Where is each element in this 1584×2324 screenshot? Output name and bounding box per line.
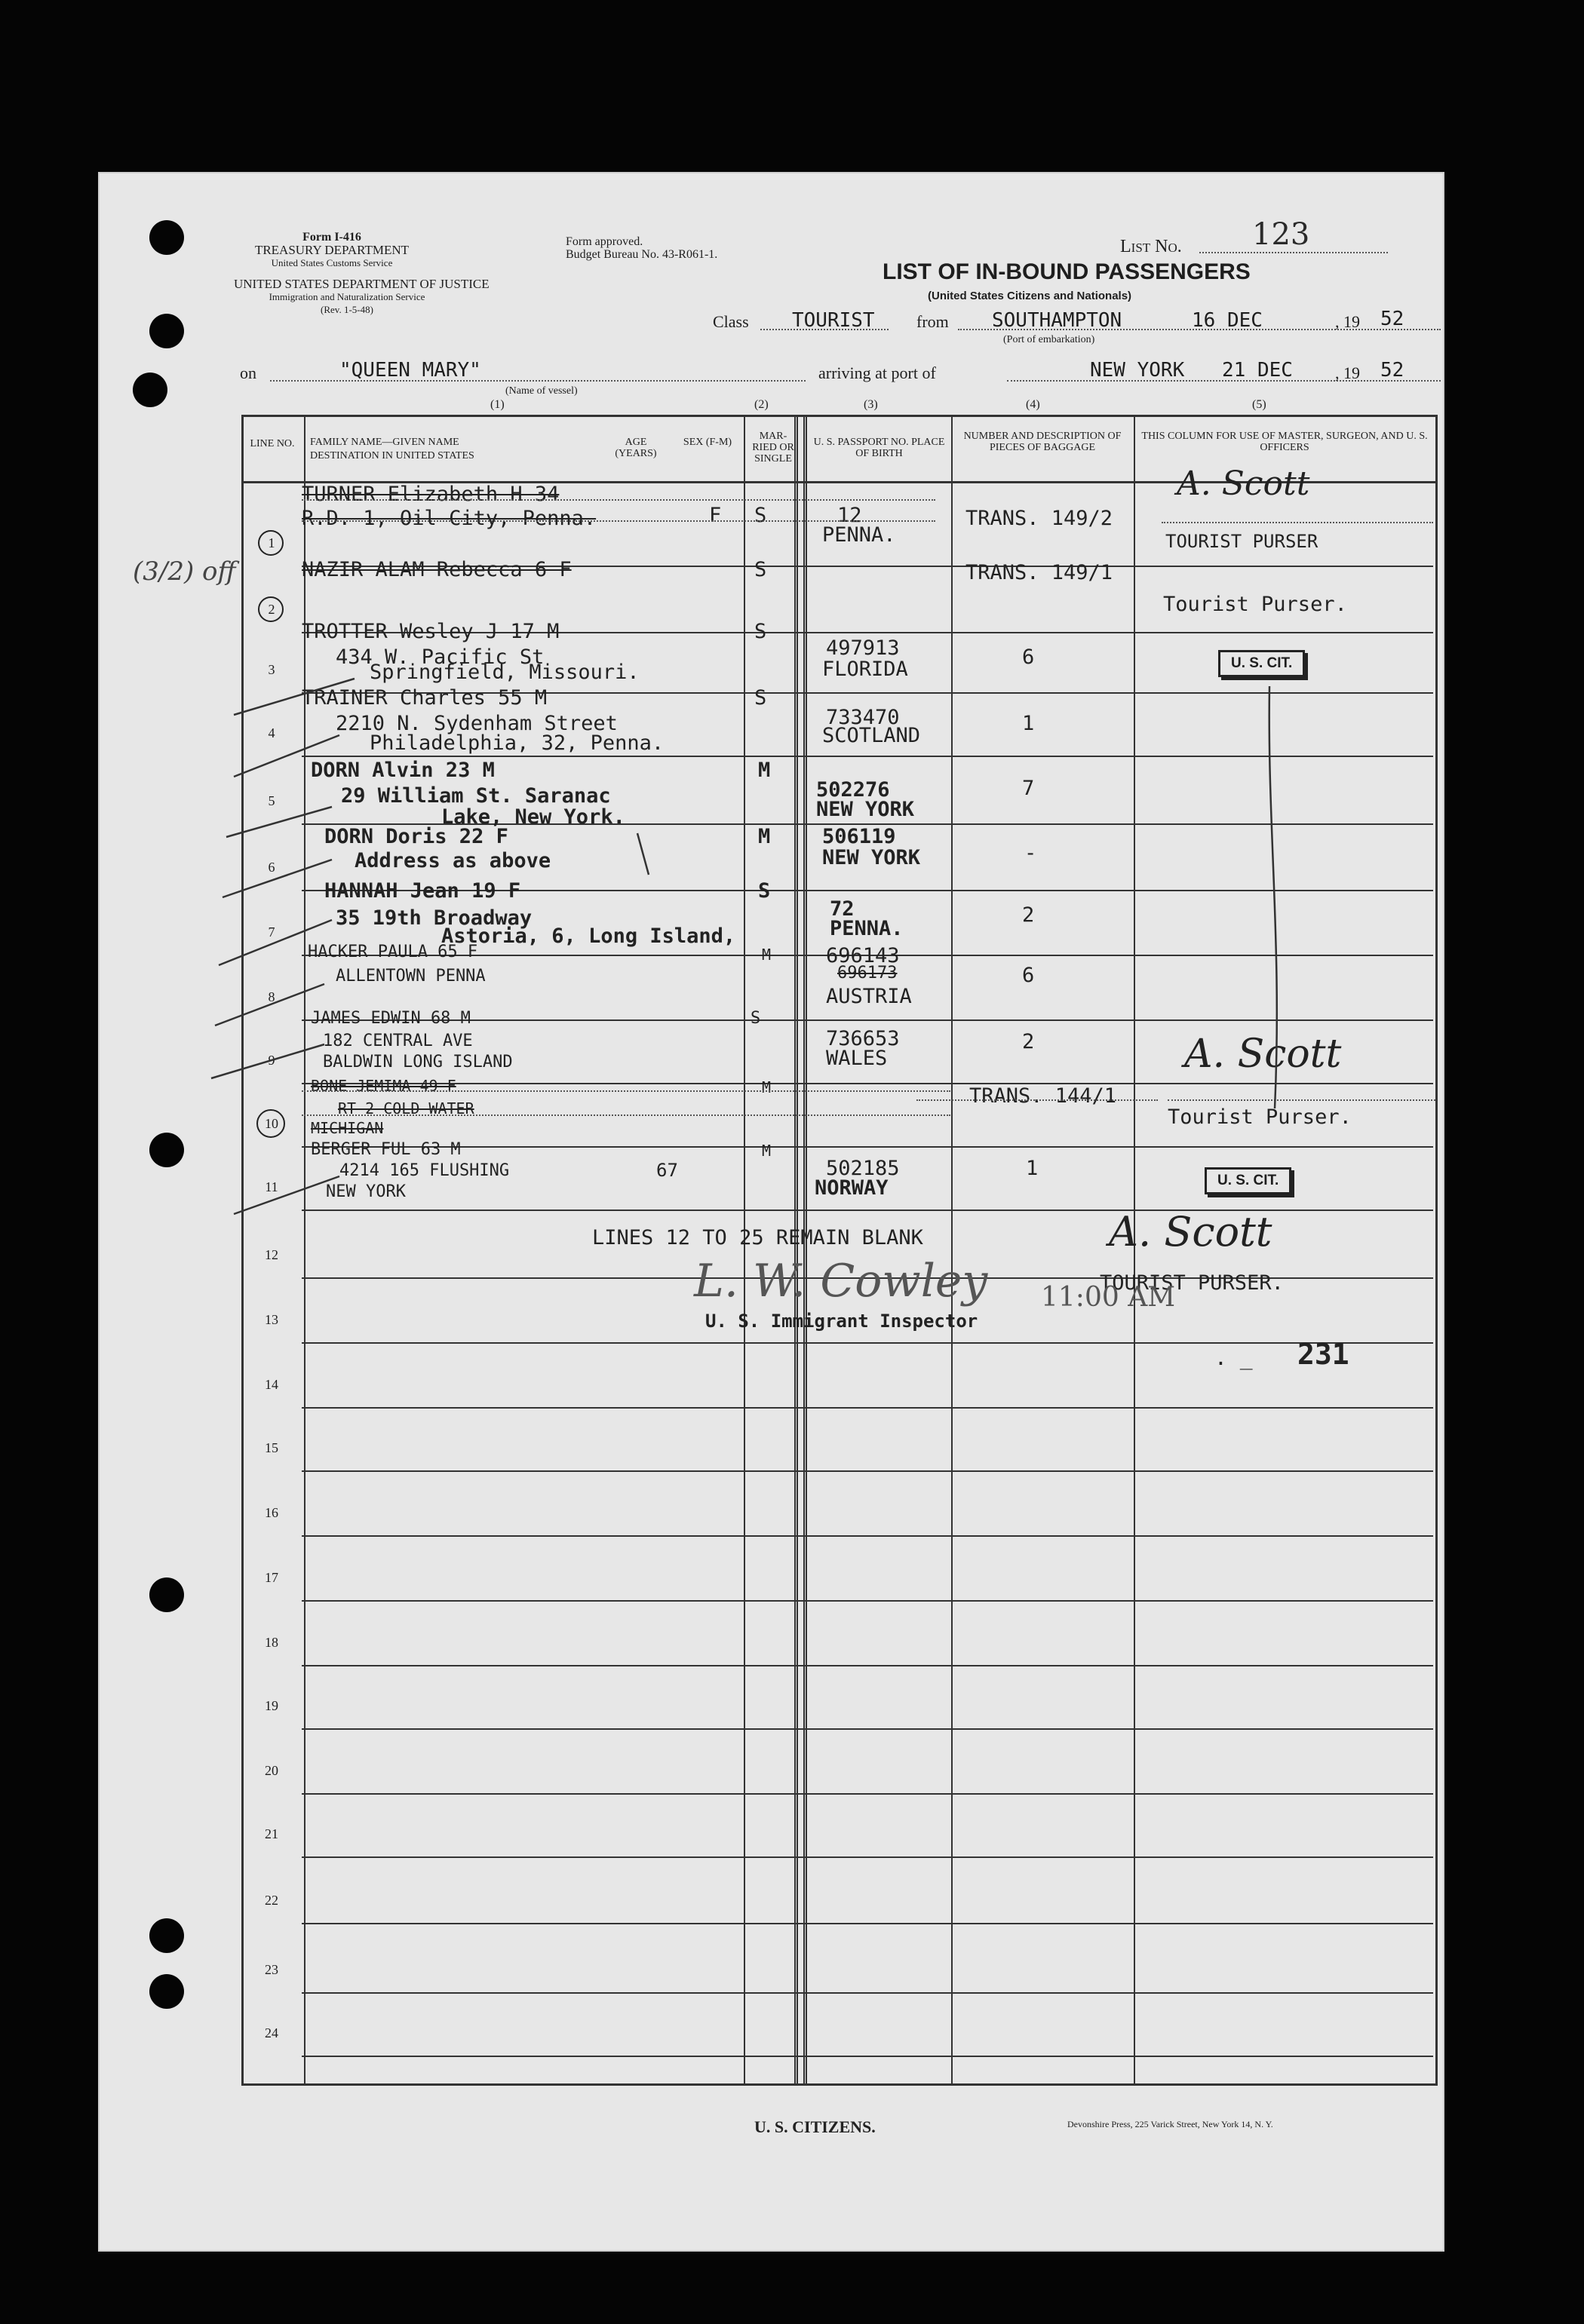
vessel-note: (Name of vessel) <box>505 385 578 397</box>
row-3-passport: 497913 <box>826 636 900 660</box>
row-8-baggage: 6 <box>1022 964 1035 987</box>
class-value: TOURIST <box>792 309 875 332</box>
line-number: 20 <box>265 1763 278 1778</box>
col-header-passport: U. S. PASSPORT NO. PLACE OF BIRTH <box>813 437 945 459</box>
row-11-address-1: 4214 165 FLUSHING <box>339 1161 510 1180</box>
row-6-name: DORN Doris 22 F <box>324 825 508 848</box>
row-3-address-1: 434 W. Pacific St <box>336 645 545 669</box>
row-8-name: HACKER PAULA 65 F <box>308 943 478 961</box>
port-note: (Port of embarkation) <box>1003 334 1095 345</box>
row-rule <box>302 1665 1433 1666</box>
margin-annotation: (3/2) off <box>133 556 236 587</box>
arrival-year: 52 <box>1380 359 1404 382</box>
row-3-marital: S <box>754 620 767 643</box>
line-number: 11 <box>265 1179 278 1194</box>
row-5-passport: 502276 <box>816 778 890 802</box>
column-number: (5) <box>1252 398 1266 411</box>
tourist-purser-final: TOURIST PURSER. <box>1100 1271 1284 1295</box>
blank-lines-note: LINES 12 TO 25 REMAIN BLANK <box>592 1226 923 1249</box>
row-11-name: BERGER FUL 63 M <box>311 1140 461 1159</box>
vessel-name: "QUEEN MARY" <box>339 359 481 382</box>
row-9-baggage: 2 <box>1022 1030 1035 1053</box>
column-number: (1) <box>490 398 505 411</box>
class-label: Class <box>713 312 749 331</box>
line-number: 17 <box>265 1570 278 1585</box>
us-citizen-stamp: U. S. CIT. <box>1205 1167 1291 1194</box>
line-number: 18 <box>265 1635 278 1650</box>
row-9-marital: S <box>751 1009 761 1028</box>
row-rule <box>302 1470 1433 1472</box>
line-number: 9 <box>268 1053 275 1068</box>
row-10-baggage: TRANS. 144/1 <box>969 1084 1117 1108</box>
col-header-sex: SEX (F-M) <box>683 437 732 448</box>
row-rule <box>302 1535 1433 1537</box>
row-1-passport: 12 <box>837 504 862 527</box>
row-1-name: TURNER Elizabeth H 34 <box>302 483 560 506</box>
form-title: LIST OF IN-BOUND PASSENGERS <box>883 259 1251 284</box>
row-4-name: TRAINER Charles 55 M <box>302 686 548 710</box>
row-9-name: JAMES EDWIN 68 M <box>311 1009 471 1028</box>
row-9-birthplace: WALES <box>826 1047 888 1070</box>
row-rule <box>302 1342 1433 1344</box>
line-number: 14 <box>265 1377 278 1392</box>
row-11-birthplace: NORWAY <box>815 1176 889 1200</box>
list-no-label: List No. <box>1120 237 1182 256</box>
line-number: 10 <box>265 1116 278 1131</box>
inspection-time: 11:00 AM <box>1041 1282 1176 1313</box>
arriving-label: arriving at port of <box>818 363 936 382</box>
departure-year-prefix: , 19 <box>1335 312 1360 331</box>
row-5-name: DORN Alvin 23 M <box>311 759 495 782</box>
revision: (Rev. 1-5-48) <box>321 304 373 315</box>
row-rule <box>302 2056 1433 2057</box>
row-11-age-correction: 67 <box>656 1160 678 1181</box>
row-7-passport: 72 <box>830 897 855 921</box>
col-header-baggage: NUMBER AND DESCRIPTION OF PIECES OF BAGGAGE <box>963 431 1122 453</box>
binder-hole <box>149 314 184 348</box>
row-10-address-1: RT 2 COLD WATER <box>338 1099 474 1118</box>
row-2-name: NAZIR ALAM Rebecca 6 F <box>302 558 572 581</box>
row-1-baggage: TRANS. 149/2 <box>965 507 1113 530</box>
row-8-address-1: ALLENTOWN PENNA <box>336 967 486 986</box>
row-7-address-2: Astoria, 6, Long Island, <box>441 924 736 948</box>
row-4-birthplace: SCOTLAND <box>822 724 921 747</box>
row-5-baggage: 7 <box>1022 777 1035 800</box>
column-number: (2) <box>754 398 769 411</box>
inspector-signature: L. W. Cowley <box>694 1255 988 1308</box>
binder-hole <box>149 220 184 255</box>
arrival-year-prefix: , 19 <box>1335 363 1360 382</box>
inspector-label: U. S. Immigrant Inspector <box>705 1311 978 1332</box>
row-6-baggage: - <box>1024 842 1037 865</box>
row-11-passport: 502185 <box>826 1157 900 1180</box>
footer-citizens: U. S. CITIZENS. <box>754 2117 876 2136</box>
row-rule <box>302 1083 1433 1084</box>
row-11-baggage: 1 <box>1026 1157 1039 1180</box>
binder-hole <box>133 373 167 407</box>
row-1-sex: F <box>709 504 722 527</box>
col-header-officers: THIS COLUMN FOR USE OF MASTER, SURGEON, AND U. S. OFFICERS <box>1141 431 1428 453</box>
row-11-marital: M <box>762 1142 772 1160</box>
col-header-married: MAR-RIED OR SINGLE <box>752 431 794 464</box>
purser-signature: A. Scott <box>1177 464 1310 503</box>
line-number: 22 <box>265 1893 278 1908</box>
row-11-address-2: NEW YORK <box>326 1182 406 1201</box>
row-6-birthplace: NEW YORK <box>822 846 921 869</box>
line-number: 24 <box>265 2025 278 2040</box>
binder-hole <box>149 1133 184 1167</box>
row-5-birthplace: NEW YORK <box>816 798 915 821</box>
col-header-name: FAMILY NAME—GIVEN NAME <box>310 437 459 448</box>
form-approved: Form approved. <box>566 235 643 248</box>
row-7-marital: S <box>758 879 771 903</box>
printer-credit: Devonshire Press, 225 Varick Street, New York 14, N. Y. <box>1067 2119 1273 2129</box>
purser-signature: A. Scott <box>1109 1208 1272 1256</box>
departure-date: 16 DEC <box>1192 309 1263 332</box>
row-6-marital: M <box>758 825 771 848</box>
row-10-address-2: MICHIGAN <box>311 1119 384 1137</box>
binder-hole <box>149 1577 184 1612</box>
row-rule <box>302 1600 1433 1602</box>
row-4-marital: S <box>754 686 767 710</box>
arrival-date: 21 DEC <box>1222 359 1293 382</box>
col-header-dest: DESTINATION IN UNITED STATES <box>310 450 474 461</box>
form-header-left <box>234 231 430 269</box>
row-rule <box>302 756 1433 757</box>
row-2-baggage: TRANS. 149/1 <box>965 561 1113 584</box>
row-9-address-2: BALDWIN LONG ISLAND <box>323 1053 513 1072</box>
binder-hole <box>149 1974 184 2009</box>
justice-dept: UNITED STATES DEPARTMENT OF JUSTICE <box>234 277 490 291</box>
list-number: 123 <box>1252 217 1310 252</box>
row-7-baggage: 2 <box>1022 903 1035 927</box>
row-1-address: R.D. 1, Oil City, Penna. <box>302 507 597 530</box>
row-3-name: TROTTER Wesley J 17 M <box>302 620 560 643</box>
row-4-address-2: Philadelphia, 32, Penna. <box>370 731 665 755</box>
line-number: 16 <box>265 1505 278 1520</box>
line-number: 1 <box>268 535 275 550</box>
purser-signature: A. Scott <box>1184 1032 1342 1077</box>
ins-service: Immigration and Naturalization Service <box>269 291 425 302</box>
column-number: (3) <box>864 398 878 411</box>
on-label: on <box>240 363 256 382</box>
column-number: (4) <box>1026 398 1040 411</box>
budget-bureau: Budget Bureau No. 43-R061-1. <box>566 248 718 261</box>
departure-year: 52 <box>1380 308 1404 330</box>
row-5-marital: M <box>758 759 771 782</box>
count-dashes: . _ <box>1214 1345 1253 1370</box>
treasury-dept: TREASURY DEPARTMENT <box>254 243 410 257</box>
row-7-birthplace: PENNA. <box>830 917 904 940</box>
row-rule <box>302 1019 1433 1021</box>
customs-service: United States Customs Service <box>271 257 393 268</box>
row-10-marital: M <box>762 1078 772 1096</box>
line-number: 3 <box>268 662 275 677</box>
row-rule <box>302 1146 1433 1148</box>
col-header-line-no: LINE NO. <box>250 438 295 449</box>
row-9-address-1: 182 CENTRAL AVE <box>323 1032 473 1050</box>
from-port: SOUTHAMPTON <box>992 309 1122 332</box>
line-number: 6 <box>268 860 275 875</box>
row-7-address-1: 35 19th Broadway <box>336 906 533 930</box>
row-4-passport: 733470 <box>826 706 900 729</box>
justice-header <box>234 277 490 316</box>
form-approval <box>566 235 717 261</box>
row-5-address-2: Lake, New York. <box>441 805 625 829</box>
form-number: Form I-416 <box>302 231 361 244</box>
line-number: 13 <box>265 1312 278 1327</box>
row-3-birthplace: FLORIDA <box>822 658 908 681</box>
row-3-baggage: 6 <box>1022 645 1035 669</box>
line-number: 12 <box>265 1247 278 1262</box>
form-subtitle: (United States Citizens and Nationals) <box>928 290 1132 302</box>
row-7-name: HANNAH Jean 19 F <box>324 879 521 903</box>
from-label: from <box>916 312 949 331</box>
line-number: 23 <box>265 1962 278 1977</box>
row-9-passport: 736653 <box>826 1027 900 1050</box>
line-number: 15 <box>265 1440 278 1455</box>
line-number: 5 <box>268 793 275 808</box>
line-number: 2 <box>268 602 275 617</box>
row-6-address-1: Address as above <box>355 849 551 872</box>
tourist-purser-3: Tourist Purser. <box>1168 1105 1352 1129</box>
row-rule <box>302 1923 1433 1924</box>
line-number: 8 <box>268 989 275 1004</box>
line-number: 19 <box>265 1698 278 1713</box>
row-8-marital: M <box>762 946 772 964</box>
row-1-marital: S <box>754 504 767 527</box>
row-8-birthplace: AUSTRIA <box>826 985 912 1008</box>
row-8-passport-crossed: 696173 <box>837 964 898 983</box>
row-3-address-2: Springfield, Missouri. <box>370 661 640 684</box>
col-header-age: AGE (YEARS) <box>615 437 657 459</box>
row-rule <box>302 1992 1433 1994</box>
row-rule <box>302 1793 1433 1795</box>
tourist-purser-1: TOURIST PURSER <box>1165 531 1318 552</box>
us-citizen-stamp: U. S. CIT. <box>1218 650 1305 677</box>
row-rule <box>302 1856 1433 1858</box>
row-1-birthplace: PENNA. <box>822 523 896 547</box>
line-number: 7 <box>268 924 275 940</box>
line-number: 21 <box>265 1826 278 1841</box>
line-number: 4 <box>268 725 275 740</box>
row-4-baggage: 1 <box>1022 712 1035 735</box>
binder-hole <box>149 1918 184 1953</box>
row-2-marital: S <box>754 558 767 581</box>
row-10-name: BONE JEMIMA 49 F <box>311 1077 456 1095</box>
row-4-address-1: 2210 N. Sydenham Street <box>336 712 618 735</box>
row-5-address-1: 29 William St. Saranac <box>341 784 611 808</box>
passenger-count: 231 <box>1297 1338 1349 1371</box>
row-8-passport: 696143 <box>826 944 900 967</box>
row-6-passport: 506119 <box>822 825 896 848</box>
arrival-port: NEW YORK <box>1090 359 1185 382</box>
row-rule <box>302 1407 1433 1409</box>
tourist-purser-2: Tourist Purser. <box>1163 593 1347 616</box>
row-rule <box>302 1728 1433 1730</box>
